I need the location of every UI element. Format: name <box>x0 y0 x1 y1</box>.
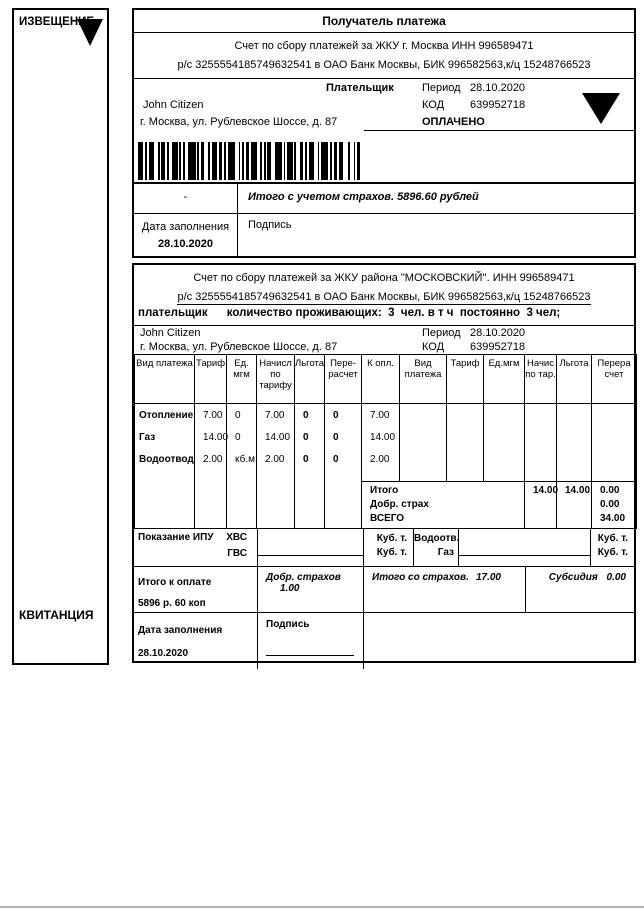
total-with-insurance-label: Итого со страхов. <box>372 572 469 583</box>
payer-address: г. Москва, ул. Рублевское Шоссе, д. 87 <box>140 341 338 353</box>
cold-water-label: ХВС <box>226 532 247 543</box>
accrued-value: 14.00 <box>265 432 291 443</box>
tariff-value: 2.00 <box>203 454 223 465</box>
totals-row <box>134 567 634 613</box>
triangle-down-icon <box>582 93 620 124</box>
payer-name: John Citizen <box>143 99 204 111</box>
subsidy-cell <box>526 567 634 612</box>
fill-date-label: Дата заполнения <box>141 221 230 233</box>
total-to-pay-label: Итого к оплате <box>138 577 212 588</box>
total-with-insurance: Итого с учетом страхов. 5896.60 рублей <box>248 191 479 203</box>
col-header: Начисл по тарифу <box>257 355 295 404</box>
barcode-zone <box>134 131 634 182</box>
meter-entry-cell <box>459 529 591 566</box>
empty-cell <box>484 404 525 482</box>
tariff-value: 14.00 <box>203 432 229 443</box>
accrued-value: 7.00 <box>265 410 285 421</box>
payer-label: Плательщик <box>326 82 394 94</box>
notice-date-row <box>134 214 634 258</box>
cubic-unit: Куб. т. <box>376 533 407 544</box>
voluntary-insurance-label: Добр. страхов <box>266 572 341 583</box>
topay-value: 7.00 <box>370 410 390 421</box>
paid-status: ОПЛАЧЕНО <box>422 116 485 128</box>
accrued-value: 2.00 <box>265 454 285 465</box>
window-bottom-edge <box>0 906 644 908</box>
empty-cell <box>364 613 634 669</box>
subsidy-value: 0.00 <box>606 572 626 583</box>
subsidy-label: Субсидия <box>548 572 598 583</box>
notice-total-row <box>134 182 634 214</box>
triangle-down-icon <box>77 19 103 46</box>
hot-water-label: ГВС <box>227 548 247 559</box>
col-header: Вид платежа <box>400 355 447 404</box>
col-header: Перера счет <box>592 355 637 404</box>
cubic-unit: Куб. т. <box>597 547 628 558</box>
col-header: Тариф <box>195 355 227 404</box>
notice-section-label: ИЗВЕЩЕНИЕ <box>19 16 95 28</box>
recalc-value: 0 <box>333 432 339 443</box>
fill-date-cell <box>134 613 258 669</box>
tariff-column <box>195 404 227 529</box>
summary-recalc-value: 0.00 <box>600 485 620 496</box>
receipt-account-line2: р/с 3255554185749632541 в ОАО Банк Москвы, БИК 996582563,к/ц 15248766523 <box>177 291 591 303</box>
signature-line <box>266 655 354 656</box>
unit-column <box>227 404 257 529</box>
service-column <box>135 404 195 529</box>
tariff-value: 7.00 <box>203 410 223 421</box>
receipt-payer-block <box>134 326 634 354</box>
unit-value: 0 <box>235 410 241 421</box>
empty-cell <box>525 404 557 482</box>
col-header: Льгота <box>295 355 325 404</box>
empty-cell <box>400 404 447 482</box>
stub-column <box>12 8 109 665</box>
signature-cell: Подпись <box>248 219 292 231</box>
drainage-gas-cell <box>414 529 459 566</box>
benefit-value: 0 <box>303 432 309 443</box>
cubic-units-cell <box>591 529 634 566</box>
table-header-row <box>135 355 637 404</box>
code-value: 639952718 <box>470 99 526 111</box>
topay-value: 2.00 <box>370 454 390 465</box>
summary-labels-cell <box>362 482 525 529</box>
receipt-section-label: КВИТАНЦИЯ <box>19 608 94 622</box>
service-name: Отопление <box>139 410 194 421</box>
entry-line <box>258 555 363 556</box>
fill-date-value: 28.10.2020 <box>157 238 214 250</box>
col-header: Пере-расчет <box>325 355 362 404</box>
total-with-insurance-cell <box>364 567 526 612</box>
dash-cell: - <box>134 184 238 213</box>
cubic-unit: Куб. т. <box>597 533 628 544</box>
empty-cell <box>447 404 484 482</box>
entry-line <box>459 555 590 556</box>
fill-date-value: 28.10.2020 <box>138 648 189 659</box>
meter-readings-row <box>134 529 634 567</box>
summary-accrued: 14.00 <box>525 482 557 529</box>
table-body-row <box>135 404 637 482</box>
total-to-pay-cell <box>134 567 258 612</box>
col-header: Начис по тар. <box>525 355 557 404</box>
topay-column <box>362 404 400 482</box>
service-name: Водоотвод <box>139 454 194 465</box>
notice-account-block <box>134 33 634 79</box>
benefit-value: 0 <box>303 454 309 465</box>
unit-value: 0 <box>235 432 241 443</box>
receipt-box <box>132 263 636 663</box>
col-header: Вид платежа <box>135 355 195 404</box>
recalc-column <box>325 404 362 529</box>
notice-account-line1: Счет по сбору платежей за ЖКУ г. Москва ИНН 996589471 <box>234 40 534 52</box>
topay-value: 14.00 <box>370 432 396 443</box>
barcode <box>138 142 360 180</box>
summary-label: Итого <box>370 485 399 496</box>
summary-benefit: 14.00 <box>557 482 592 529</box>
charges-table <box>134 354 637 529</box>
fill-date-cell <box>134 214 238 258</box>
empty-cell <box>592 404 637 482</box>
cubic-unit: Куб. т. <box>376 547 407 558</box>
summary-recalc-value: 0.00 <box>600 499 620 510</box>
total-to-pay-value: 5896 р. 60 коп <box>138 598 206 609</box>
notice-box <box>132 8 636 258</box>
main-column <box>132 8 636 663</box>
gas-label: Газ <box>437 547 454 558</box>
col-header: Ед. мгм <box>227 355 257 404</box>
summary-label: ВСЕГО <box>370 513 405 524</box>
recipient-header: Получатель платежа <box>134 10 634 33</box>
col-header: Ед.мгм <box>484 355 525 404</box>
code-label: КОД <box>422 341 445 353</box>
payer-count-line: плательщик количество проживающих: 3 чел. в т ч постоянно 3 чел; <box>134 307 634 326</box>
period-label: Период <box>422 327 461 339</box>
summary-label: Добр. страх <box>370 499 429 510</box>
drainage-label: Водоотв. <box>414 533 460 544</box>
period-value: 28.10.2020 <box>470 327 526 339</box>
period-label: Период <box>422 82 461 94</box>
unit-value: кб.м <box>235 454 255 465</box>
meter-label-cell <box>134 529 258 566</box>
accrued-column <box>257 404 295 529</box>
receipt-account-line1: Счет по сбору платежей за ЖКУ района "МОСКОВСКИЙ''. ИНН 996589471 <box>193 272 575 284</box>
payer-address: г. Москва, ул. Рублевское Шоссе, д. 87 <box>140 116 338 128</box>
period-value: 28.10.2020 <box>470 82 526 94</box>
meter-label: Показание ИПУ <box>138 532 214 543</box>
cubic-units-cell <box>364 529 414 566</box>
col-header: К опл. <box>362 355 400 404</box>
voluntary-insurance-value: 1.00 <box>280 583 300 594</box>
code-label: КОД <box>422 99 445 111</box>
benefit-column <box>295 404 325 529</box>
recalc-value: 0 <box>333 410 339 421</box>
notice-account-line2: р/с 3255554185749632541 в ОАО Банк Москвы, БИК 996582563,к/ц 15248766523 <box>177 59 591 71</box>
total-with-insurance-value: 17.00 <box>475 572 501 583</box>
receipt-account-block <box>134 265 634 307</box>
benefit-value: 0 <box>303 410 309 421</box>
meter-entry-cell <box>258 529 364 566</box>
service-name: Газ <box>139 432 156 443</box>
empty-cell <box>557 404 592 482</box>
col-header: Тариф <box>447 355 484 404</box>
voluntary-insurance-cell <box>258 567 364 612</box>
signature-cell <box>258 613 364 669</box>
summary-recalc-value: 34.00 <box>600 513 626 524</box>
code-value: 639952718 <box>470 341 526 353</box>
recalc-value: 0 <box>333 454 339 465</box>
receipt-date-row <box>134 613 634 669</box>
summary-recalc-cell <box>592 482 637 529</box>
col-header: Льгота <box>557 355 592 404</box>
fill-date-label: Дата заполнения <box>138 625 223 636</box>
notice-payer-block <box>134 79 634 131</box>
payer-name: John Citizen <box>140 327 201 339</box>
signature-label: Подпись <box>266 619 310 630</box>
